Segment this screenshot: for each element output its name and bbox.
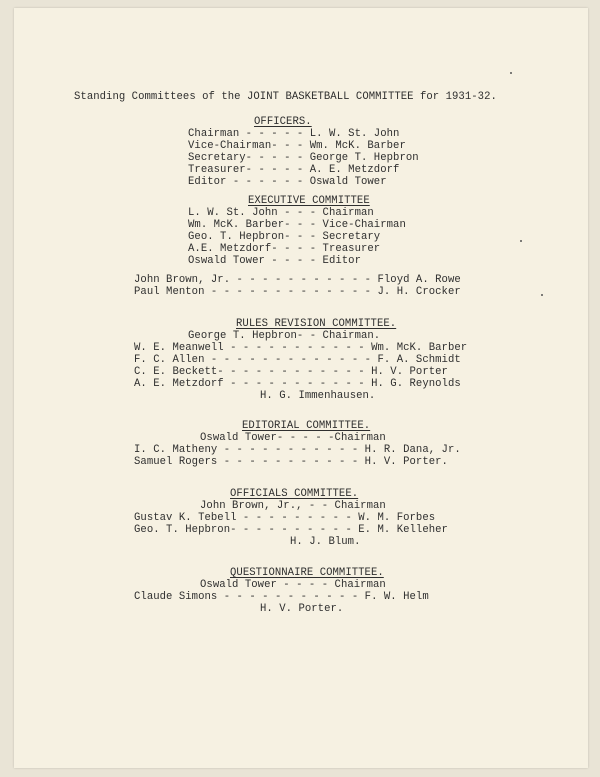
page-title: Standing Committees of the JOINT BASKETBALL COMMITTEE for 1931-32. — [74, 91, 497, 103]
executive-row: L. W. St. John - - - Chairman — [188, 207, 374, 219]
questionnaire-chair: Oswald Tower - - - - Chairman — [200, 579, 386, 591]
executive-row: Oswald Tower - - - - Editor — [188, 255, 361, 267]
officials-row: Geo. T. Hepbron- - - - - - - - - - E. M. Kelleher — [134, 524, 448, 536]
rules-extra-member: H. G. Immenhausen. — [260, 390, 376, 402]
officers-row: Chairman - - - - - L. W. St. John — [188, 128, 400, 140]
executive-row: Geo. T. Hepbron- - - Secretary — [188, 231, 381, 243]
paper-speck — [541, 294, 543, 296]
document-page — [14, 8, 588, 768]
officials-chair: John Brown, Jr., - - Chairman — [200, 500, 386, 512]
officers-row: Secretary- - - - - George T. Hepbron — [188, 152, 419, 164]
officers-heading: OFFICERS. — [254, 116, 312, 128]
officials-heading: OFFICIALS COMMITTEE. — [230, 488, 359, 500]
editorial-heading: EDITORIAL COMMITTEE. — [242, 420, 371, 432]
rules-row: A. E. Metzdorf - - - - - - - - - - - H. G. Reynolds — [134, 378, 461, 390]
paper-speck — [510, 72, 512, 74]
paper-speck — [520, 240, 522, 242]
questionnaire-extra-member: H. V. Porter. — [260, 603, 344, 615]
rules-heading: RULES REVISION COMMITTEE. — [236, 318, 397, 330]
editorial-chair: Oswald Tower- - - - -Chairman — [200, 432, 386, 444]
rules-chair: George T. Hepbron- - Chairman. — [188, 330, 381, 342]
rules-row: C. E. Beckett- - - - - - - - - - - - H. V. Porter — [134, 366, 448, 378]
questionnaire-row: Claude Simons - - - - - - - - - - - F. W. Helm — [134, 591, 429, 603]
questionnaire-heading: QUESTIONNAIRE COMMITTEE. — [230, 567, 384, 579]
executive-member-row: Paul Menton - - - - - - - - - - - - - J. H. Crocker — [134, 286, 461, 298]
executive-heading: EXECUTIVE COMMITTEE — [248, 195, 370, 207]
officials-extra-member: H. J. Blum. — [290, 536, 361, 548]
officers-row: Vice-Chairman- - - Wm. McK. Barber — [188, 140, 406, 152]
executive-row: A.E. Metzdorf- - - - Treasurer — [188, 243, 381, 255]
officers-row: Treasurer- - - - - A. E. Metzdorf — [188, 164, 400, 176]
executive-member-row: John Brown, Jr. - - - - - - - - - - - Floyd A. Rowe — [134, 274, 461, 286]
rules-row: W. E. Meanwell - - - - - - - - - - - Wm. McK. Barber — [134, 342, 468, 354]
rules-row: F. C. Allen - - - - - - - - - - - - - F. A. Schmidt — [134, 354, 461, 366]
executive-row: Wm. McK. Barber- - - Vice-Chairman — [188, 219, 406, 231]
officials-row: Gustav K. Tebell - - - - - - - - - W. M. Forbes — [134, 512, 436, 524]
officers-row: Editor - - - - - - Oswald Tower — [188, 176, 387, 188]
editorial-row: I. C. Matheny - - - - - - - - - - - H. R. Dana, Jr. — [134, 444, 461, 456]
editorial-row: Samuel Rogers - - - - - - - - - - - H. V. Porter. — [134, 456, 448, 468]
